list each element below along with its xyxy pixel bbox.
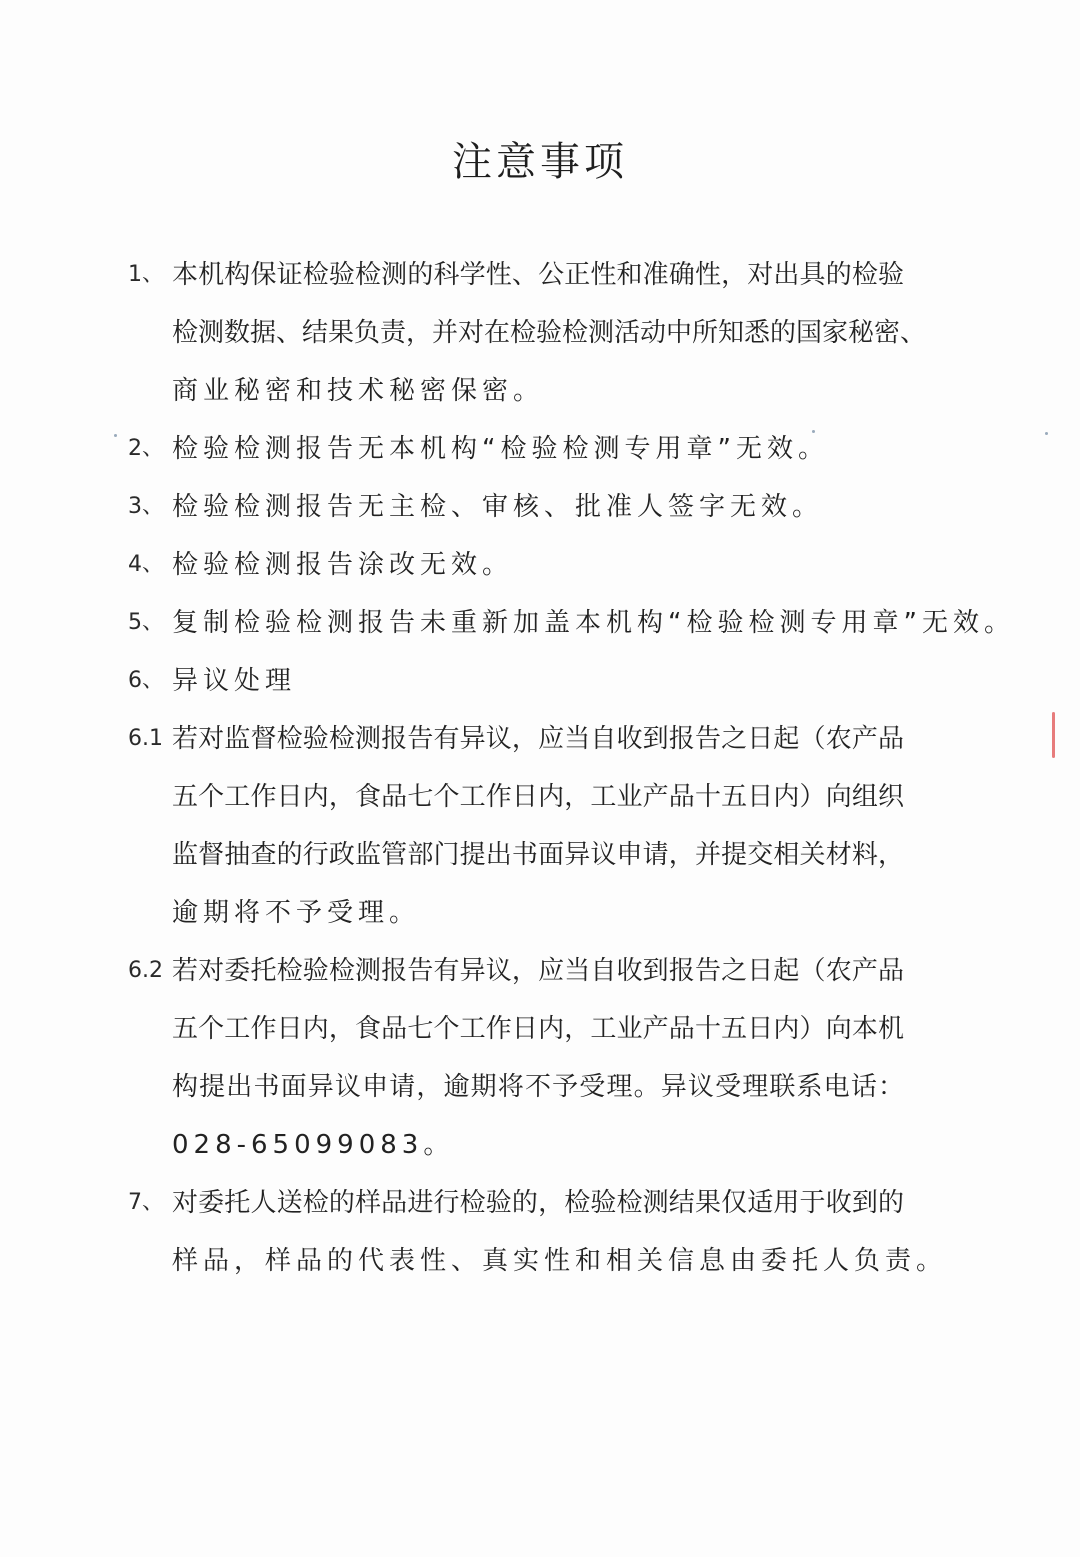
item-text-line: 逾期将不予受理。 [172, 898, 421, 928]
item-number: 2、 [128, 436, 164, 461]
item-text-line: 商业秘密和技术秘密保密。 [172, 376, 545, 406]
item-number: 4、 [128, 552, 164, 577]
item-text-line: 对委托人送检的样品进行检验的，检验检测结果仅适用于收到的 [172, 1188, 904, 1218]
item-text-line: 检验检测报告无主检、审核、批准人签字无效。 [172, 492, 824, 522]
item-text-line: 五个工作日内，食品七个工作日内，工业产品十五日内）向本机 [172, 1014, 904, 1044]
list-item [128, 942, 908, 1174]
item-number: 7、 [128, 1190, 164, 1215]
item-text-line: 异议处理 [172, 666, 297, 696]
list-item [128, 246, 927, 420]
item-text-line: 028-65099083。 [172, 1130, 455, 1160]
red-ink-mark [1052, 712, 1055, 758]
item-number: 5、 [128, 610, 164, 635]
item-number: 3、 [128, 494, 164, 519]
scan-speck [812, 430, 815, 433]
item-number: 6.2 [128, 958, 163, 983]
item-number: 6.1 [128, 726, 163, 751]
list-item [128, 652, 908, 710]
item-text-line: 若对委托检验检测报告有异议，应当自收到报告之日起（农产品 [172, 956, 904, 986]
item-number: 1、 [128, 262, 164, 287]
list-item [128, 1174, 948, 1290]
page-title: 注意事项 [452, 139, 628, 185]
list-item [128, 594, 1015, 652]
list-item [128, 478, 908, 536]
item-text-line: 检测数据、结果负责，并对在检验检测活动中所知悉的国家秘密、 [172, 318, 927, 348]
list-item [128, 420, 908, 478]
item-text-line: 复制检验检测报告未重新加盖本机构“检验检测专用章”无效。 [172, 608, 1015, 638]
item-text-line: 监督抽查的行政监管部门提出书面异议申请，并提交相关材料， [172, 840, 904, 870]
notice-list [128, 246, 1015, 1290]
scan-speck [1045, 432, 1048, 435]
item-text-line: 检验检测报告无本机构“检验检测专用章”无效。 [172, 434, 829, 464]
item-text-line: 本机构保证检验检测的科学性、公正性和准确性，对出具的检验 [172, 260, 904, 290]
item-text-line: 若对监督检验检测报告有异议，应当自收到报告之日起（农产品 [172, 724, 904, 754]
item-text-line: 检验检测报告涂改无效。 [172, 550, 514, 580]
list-item [128, 710, 908, 942]
item-text-line: 五个工作日内，食品七个工作日内，工业产品十五日内）向组织 [172, 782, 904, 812]
scan-speck [114, 434, 117, 437]
item-text-line: 样品，样品的代表性、真实性和相关信息由委托人负责。 [172, 1246, 948, 1276]
list-item [128, 536, 908, 594]
item-number: 6、 [128, 668, 164, 693]
item-text-line: 构提出书面异议申请，逾期将不予受理。异议受理联系电话： [172, 1072, 904, 1102]
